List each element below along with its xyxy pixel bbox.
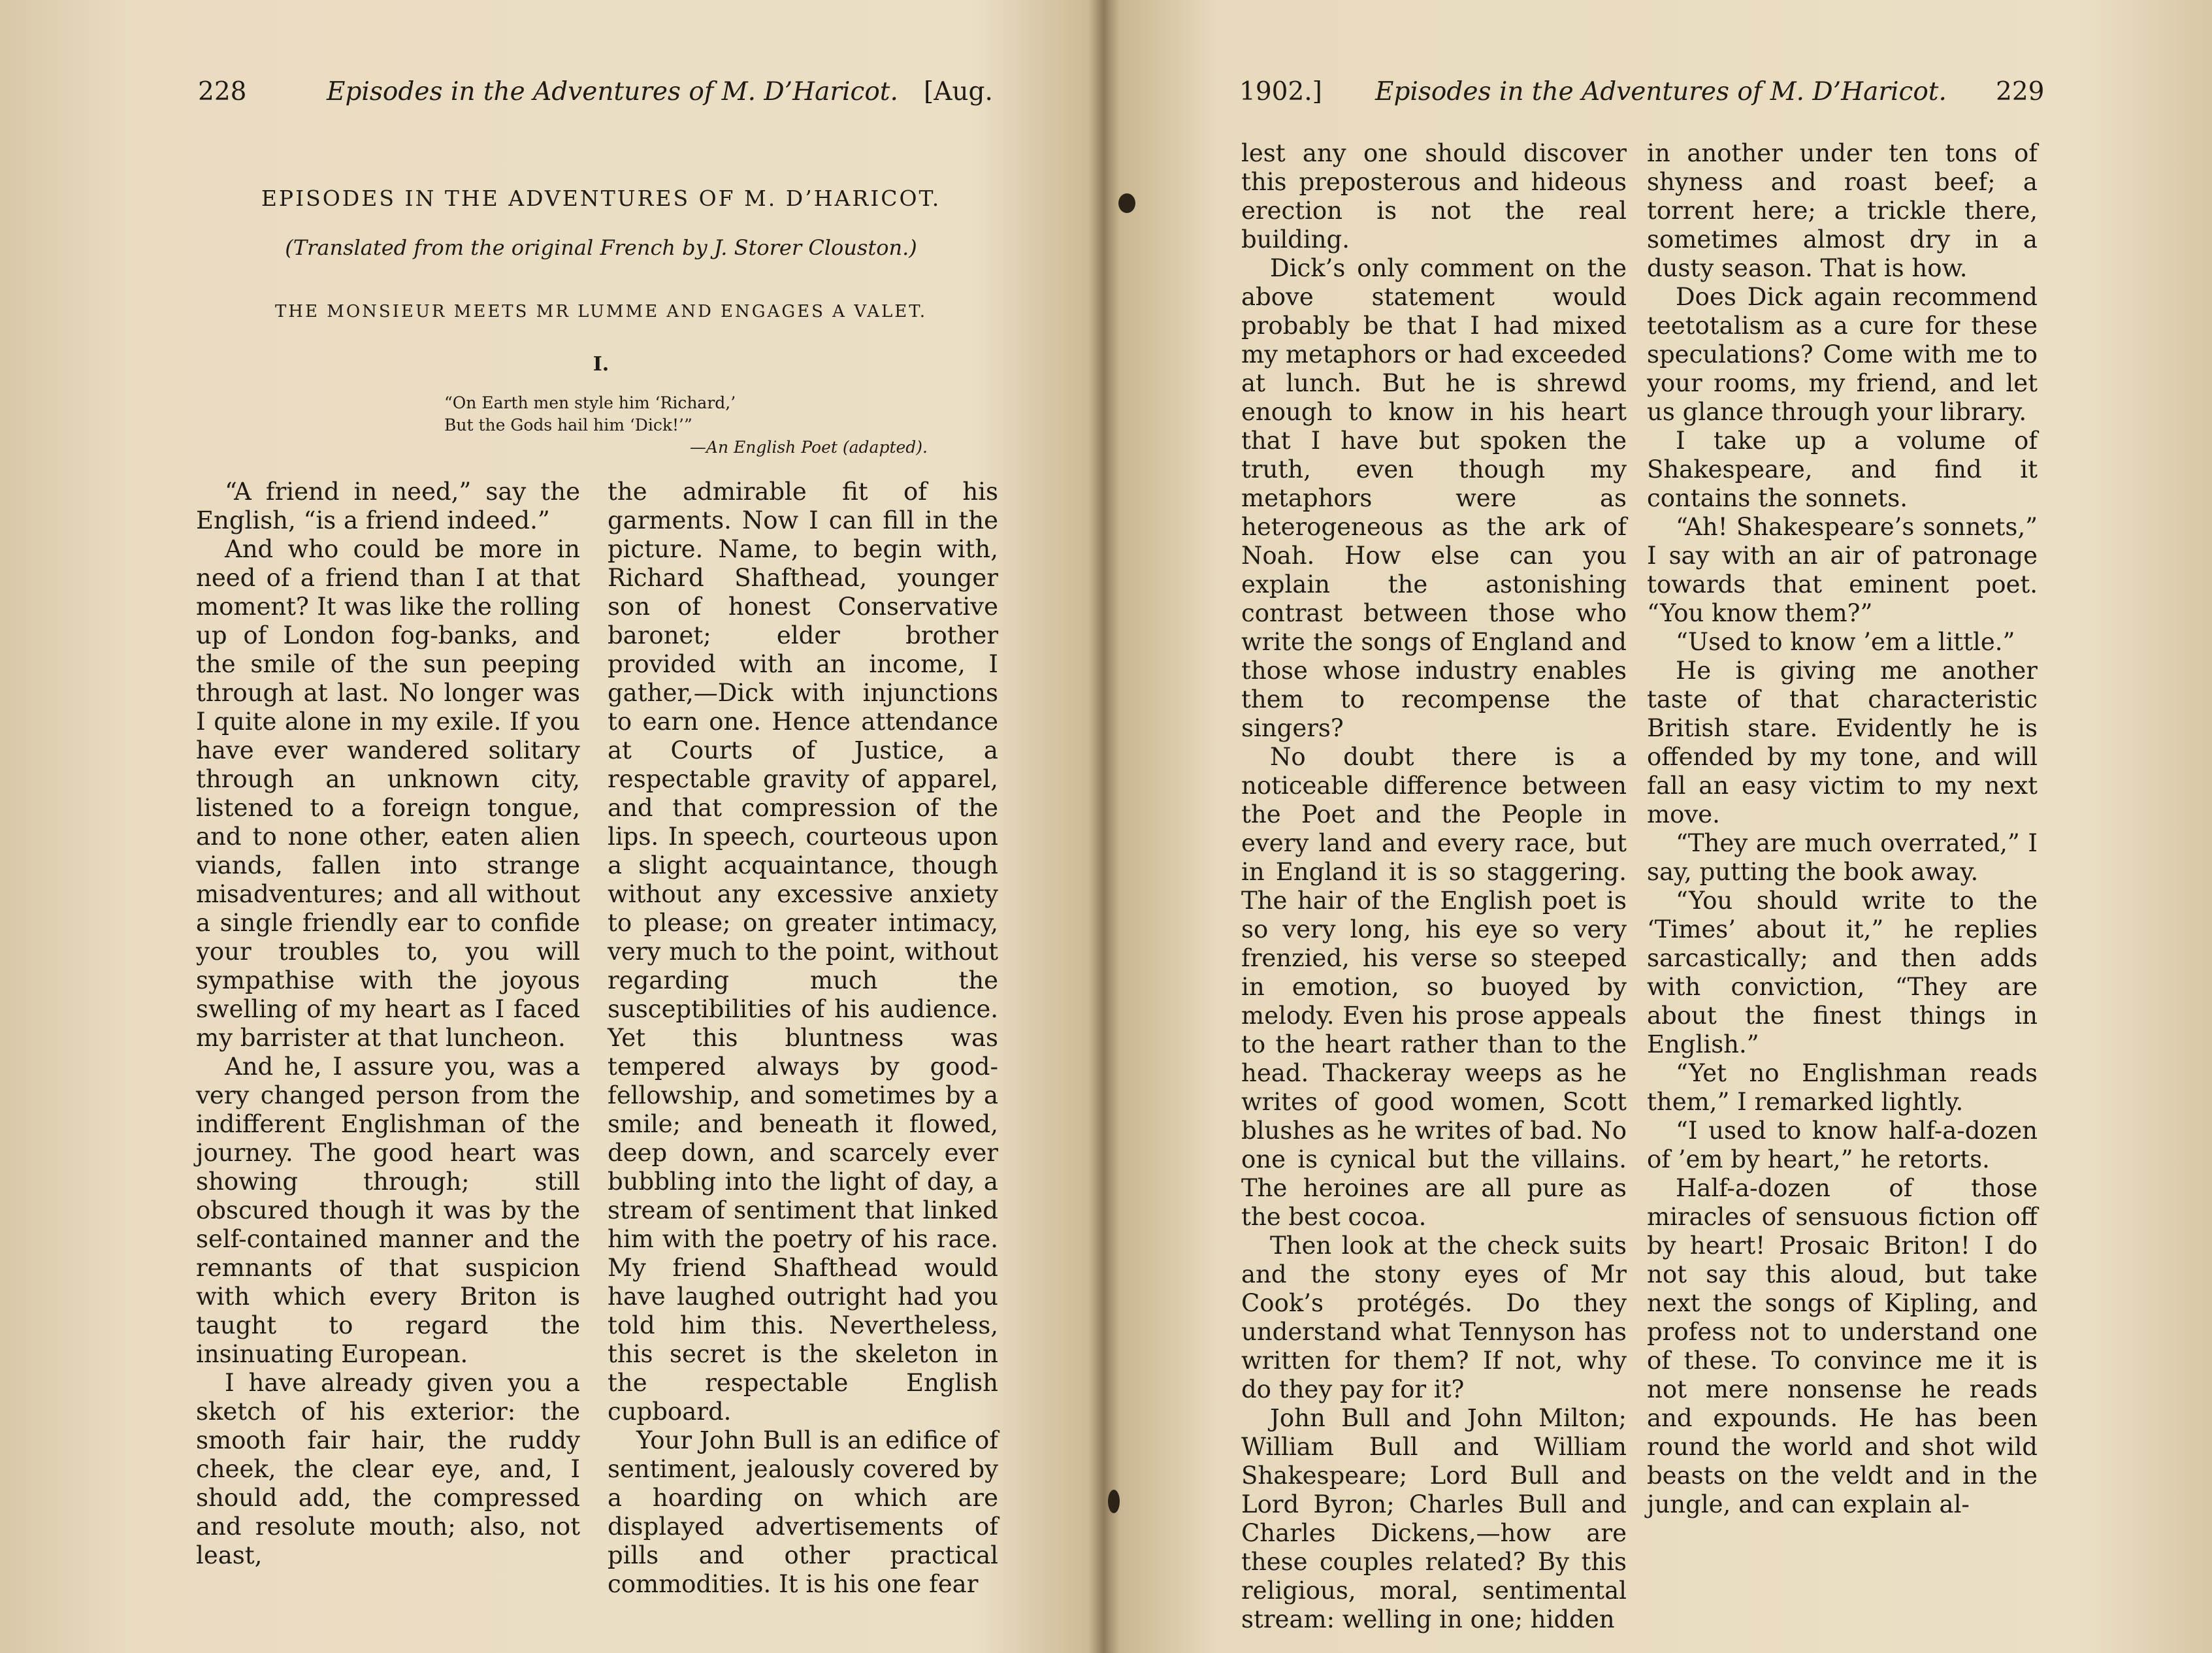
paragraph: “A friend in need,” say the English, “is a friend indeed.”	[196, 478, 580, 534]
paragraph: I take up a volume of Shakespeare, and find it contains the sonnets.	[1647, 427, 2038, 512]
paragraph: No doubt there is a noticeable difference between the Poet and the People in every land and every race, but in England it is so staggering. The hair of the English poet is so very long, his eye so very frenzied, his verse so steeped in emotion, so buoyed by melody. Even his prose appeals to the heart rather than to the head. Thackeray weeps as he writes of good women, Scott blushes as he writes of bad. No one is cynical but the villains. The heroines are all pure as the best cocoa.	[1241, 743, 1627, 1231]
binding-thread-mark	[1108, 1490, 1120, 1513]
paragraph: And who could be more in need of a friend than I at that moment? It was like the rolling up of London fog-banks, and the smile of the sun peeping through at last. No longer was I quite alone in my exile. If you have ever wandered solitary through an unknown city, listened to a foreign tongue, and to none other, eaten alien viands, fallen into strange misadventures; and all without a single friendly ear to confide your troubles to, you will sympathise with the joyous swelling of my heart as I faced my barrister at that luncheon.	[196, 535, 580, 1052]
section-title: THE MONSIEUR MEETS MR LUMME AND ENGAGES A VALET.	[274, 302, 928, 321]
paragraph: He is giving me another taste of that characteristic British stare. Evidently he is offended by my tone, and will fall an easy victim to my next move.	[1647, 657, 2038, 828]
paragraph: “I used to know half-a-dozen of ’em by heart,” he retorts.	[1647, 1117, 2038, 1173]
paragraph: And he, I assure you, was a very changed person from the indifferent Englishman of the journey. The good heart was showing through; still obscured though it was by the self-contained manner and the remnants of that suspicion with which every Briton is taught to regard the insinuating European.	[196, 1053, 580, 1368]
page-number-right: 229	[1996, 77, 2045, 106]
paragraph: in another under ten tons of shyness and roast beef; a torrent here; a trickle there, sometimes almost dry in a dusty season. That is how.	[1647, 139, 2038, 282]
text-column-left-1	[196, 478, 580, 1570]
paragraph: lest any one should discover this preposterous and hideous erection is not the real building.	[1241, 139, 1627, 254]
paragraph: Dick’s only comment on the above statement would probably be that I had mixed my metaphors or had exceeded at lunch. But he is shrewd enough to know in his heart that I have but spoken the truth, even though my metaphors were as heterogeneous as the ark of Noah. How else can you explain the astonishing contrast between those who write the songs of England and those whose industry enables them to recompense the singers?	[1241, 254, 1627, 742]
text-column-right-2	[1647, 139, 2038, 1519]
page-number-left: 228	[198, 77, 247, 106]
epigraph	[444, 392, 941, 436]
paragraph: Then look at the check suits and the stony eyes of Mr Cook’s protégés. Do they understand what Tennyson has written for them? If not, why do they pay for it?	[1241, 1232, 1627, 1403]
head-date-left: [Aug.	[924, 77, 993, 106]
paragraph: I have already given you a sketch of his exterior: the smooth fair hair, the ruddy cheek, the clear eye, and, I should add, the compressed and resolute mouth; also, not least,	[196, 1369, 580, 1569]
paragraph: Half-a-dozen of those miracles of sensuous fiction off by heart! Prosaic Briton! I do not say this aloud, but take next the songs of Kipling, and profess not to understand one of these. To convince me it is not mere nonsense he reads and expounds. He has been round the world and shot wild beasts on the veldt and in the jungle, and can explain al-	[1647, 1174, 2038, 1518]
paragraph: “Used to know ’em a little.”	[1676, 628, 2015, 656]
paragraph: Your John Bull is an edifice of sentiment, jealously covered by a hoarding on which are displayed advertisements of pills and other practical commodities. It is his one fear	[608, 1426, 998, 1598]
right-page	[1114, 0, 2212, 1653]
paragraph: “Yet no Englishman reads them,” I remarked lightly.	[1647, 1059, 2038, 1116]
left-page	[0, 0, 1098, 1653]
epigraph-attribution: —An English Poet (adapted).	[689, 438, 928, 457]
article-subtitle: (Translated from the original French by J. Storer Clouston.)	[285, 235, 917, 260]
paragraph: “Ah! Shakespeare’s sonnets,” I say with an air of patronage towards that eminent poet. “You know them?”	[1647, 513, 2038, 627]
text-column-right-1	[1241, 139, 1627, 1634]
chapter-numeral: I.	[593, 353, 610, 376]
paragraph: Does Dick again recommend teetotalism as a cure for these speculations? Come with me to your rooms, my friend, and let us glance through your library.	[1647, 283, 2038, 426]
epigraph-line: “On Earth men style him ‘Richard,’	[444, 393, 736, 412]
text-column-left-2	[608, 478, 998, 1599]
paragraph: “You should write to the ‘Times’ about it,” he replies sarcastically; and then adds with conviction, “They are about the finest things in English.”	[1647, 887, 2038, 1058]
paragraph: “They are much overrated,” I say, putting the book away.	[1647, 829, 2038, 886]
running-head-left: Episodes in the Adventures of M. D’Haricot.	[327, 77, 898, 106]
binding-thread-mark	[1118, 193, 1135, 213]
article-title: EPISODES IN THE ADVENTURES OF M. D’HARICOT.	[261, 186, 941, 211]
epigraph-line: But the Gods hail him ‘Dick!’”	[444, 416, 692, 434]
paragraph: the admirable fit of his garments. Now I can fill in the picture. Name, to begin with, Richard Shafthead, younger son of honest Conservative baronet; elder brother provided with an income, I gather,—Dick with injunctions to earn one. Hence attendance at Courts of Justice, a respectable gravity of apparel, and that compression of the lips. In speech, courteous upon a slight acquaintance, though without any excessive anxiety to please; on greater intimacy, very much to the point, without regarding much the susceptibilities of his audience. Yet this bluntness was tempered always by good-fellowship, and sometimes by a smile; and beneath it flowed, deep down, and scarcely ever bubbling into the light of day, a stream of sentiment that linked him with the poetry of his race. My friend Shafthead would have laughed outright had you told him this. Nevertheless, this secret is the skeleton in the respectable English cupboard.	[608, 478, 998, 1426]
paragraph: John Bull and John Milton; William Bull and William Shakespeare; Lord Bull and Lord Byron; Charles Bull and Charles Dickens,—how are these couples related? By this religious, moral, sentimental stream: welling in one; hidden	[1241, 1404, 1627, 1633]
running-head-right: Episodes in the Adventures of M. D’Haricot.	[1375, 77, 1947, 106]
head-date-right: 1902.]	[1239, 77, 1322, 106]
